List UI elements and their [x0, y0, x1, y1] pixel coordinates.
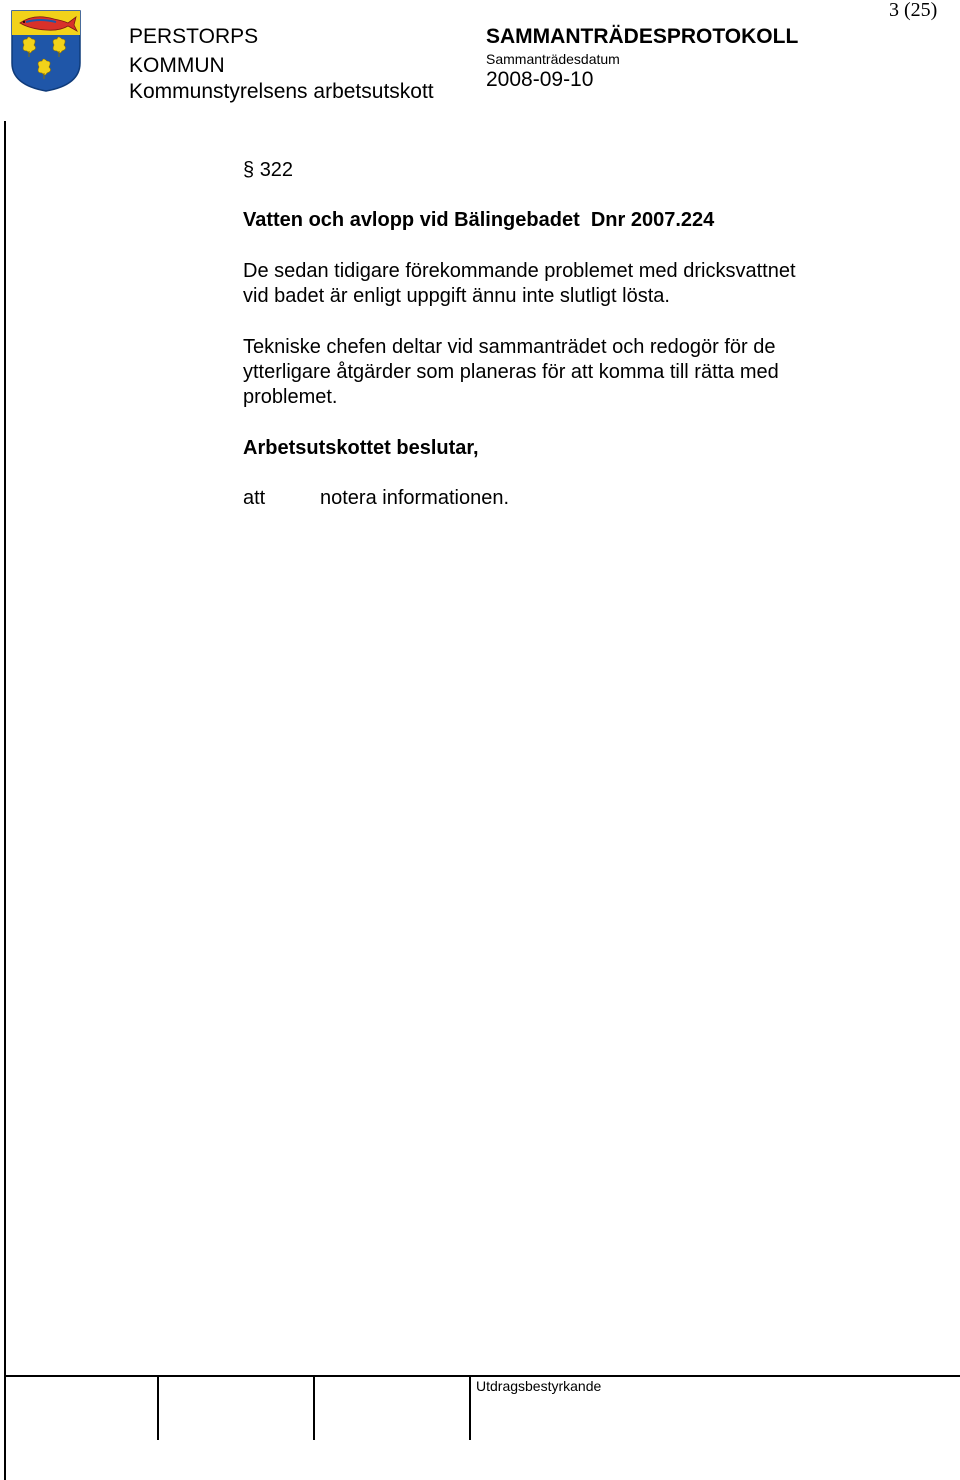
paragraph-2: Tekniske chefen deltar vid sammanträdet och redogör för de ytterligare åtgärder som planeras för att komma till rätta med problemet.	[243, 335, 779, 409]
meeting-date: 2008-09-10	[486, 68, 594, 91]
org-name-line1: PERSTORPS	[129, 25, 259, 48]
decision-att: att	[243, 487, 266, 510]
signature-box-divider	[157, 1376, 159, 1440]
protocol-section	[243, 158, 943, 512]
org-name-line2: KOMMUN	[129, 54, 225, 77]
paragraph-symbol: §	[243, 159, 255, 181]
extract-certification-label: Utdragsbestyrkande	[476, 1378, 602, 1394]
footer-rule	[4, 1375, 960, 1377]
coat-of-arms-icon	[10, 9, 82, 93]
section-number	[243, 158, 943, 183]
decision-row	[243, 486, 943, 512]
section-heading: Vatten och avlopp vid Bälingebadet Dnr 2007.224	[243, 209, 715, 232]
decision-label: Arbetsutskottet beslutar,	[243, 436, 479, 459]
signature-box-divider	[469, 1376, 471, 1440]
document-title: SAMMANTRÄDESPROTOKOLL	[486, 25, 799, 48]
page-number: 3 (25)	[889, 0, 938, 21]
left-margin-line	[4, 121, 6, 1480]
section-number-value: 322	[259, 159, 294, 181]
paragraph-1: De sedan tidigare förekommande problemet med dricksvattnet vid badet är enligt uppgift ännu inte slutligt lösta.	[243, 259, 796, 308]
committee-name: Kommunstyrelsens arbetsutskott	[129, 80, 434, 103]
decision-text: notera informationen.	[320, 487, 510, 510]
meeting-date-label: Sammanträdesdatum	[486, 51, 620, 67]
signature-box-divider	[313, 1376, 315, 1440]
